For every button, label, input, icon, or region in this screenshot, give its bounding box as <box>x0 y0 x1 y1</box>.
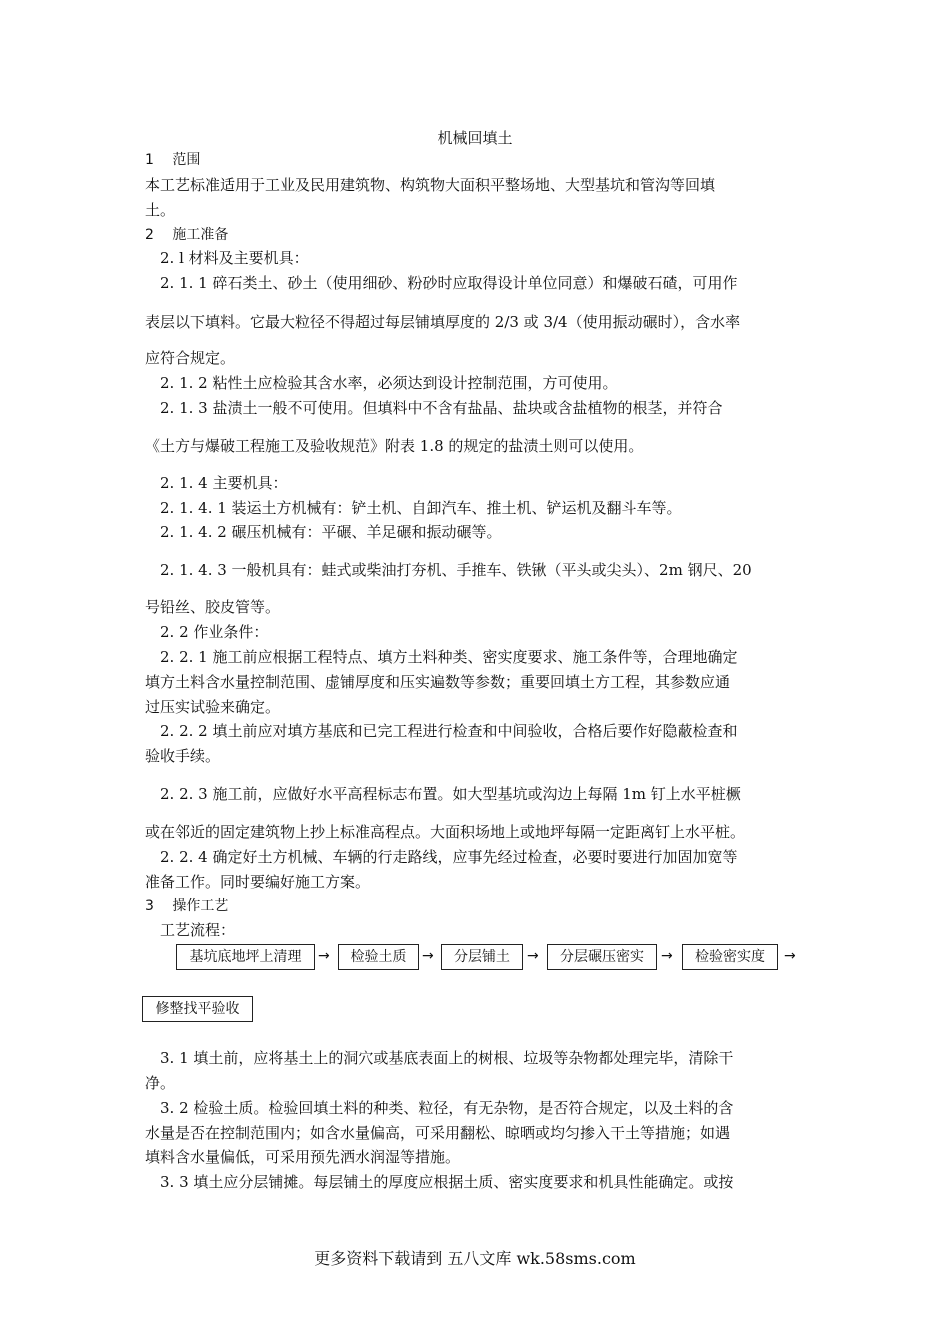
paragraph-line: 3. 2 检验土质。检验回填土料的种类、粒径，有无杂物，是否符合规定，以及土料的含 <box>160 1099 734 1117</box>
paragraph-line: 2. 2. 4 确定好土方机械、车辆的行走路线，应事先经过检查，必要时要进行加固加宽等 <box>160 848 738 866</box>
paragraph-line: 土。 <box>145 201 176 219</box>
arrow-right-icon: → <box>318 948 330 964</box>
arrow-right-icon: → <box>661 948 673 964</box>
flow-label: 工艺流程： <box>160 921 236 939</box>
flow-step: 检验密实度 <box>682 944 778 970</box>
arrow-right-icon: → <box>784 948 796 964</box>
paragraph-line: 2. 1. 4. 1 装运土方机械有：铲土机、自卸汽车、推土机、铲运机及翻斗车等。 <box>160 499 682 517</box>
paragraph-line: 2. l 材料及主要机具： <box>160 249 309 267</box>
paragraph-line: 本工艺标准适用于工业及民用建筑物、构筑物大面积平整场地、大型基坑和管沟等回填 <box>145 176 716 194</box>
paragraph-line: 号铅丝、胶皮管等。 <box>145 598 281 616</box>
paragraph-line: 2. 1. 4. 2 碾压机械有：平碾、羊足碾和振动碾等。 <box>160 523 502 541</box>
flow-step: 修整找平验收 <box>142 996 253 1022</box>
paragraph-line: 应符合规定。 <box>145 349 236 367</box>
flow-step: 分层碾压密实 <box>547 944 657 970</box>
paragraph-line: 3. 3 填土应分层铺摊。每层铺土的厚度应根据土质、密实度要求和机具性能确定。或按 <box>160 1173 734 1191</box>
paragraph-line: 《土方与爆破工程施工及验收规范》附表 1.8 的规定的盐渍土则可以使用。 <box>145 437 644 455</box>
paragraph-line: 2. 2. 3 施工前，应做好水平高程标志布置。如大型基坑或沟边上每隔 1m 钉上水平桩橛 <box>160 785 741 803</box>
paragraph-line: 2. 1. 4. 3 一般机具有：蛙式或柴油打夯机、手推车、铁锹（平头或尖头）、2m 钢尺、20 <box>160 561 752 579</box>
paragraph-line: 2. 1. 4 主要机具： <box>160 474 288 492</box>
paragraph-line: 2. 1. 3 盐渍土一般不可使用。但填料中不含有盐晶、盐块或含盐植物的根茎，并符合 <box>160 399 723 417</box>
paragraph-line: 净。 <box>145 1074 176 1092</box>
page-footer: 更多资料下载请到 五八文库 wk.58sms.com <box>314 1249 636 1268</box>
paragraph-line: 过压实试验来确定。 <box>145 698 281 716</box>
paragraph-line: 3. 1 填土前，应将基土上的洞穴或基底表面上的树根、垃圾等杂物都处理完毕，清除干 <box>160 1049 734 1067</box>
flow-step: 基坑底地坪上清理 <box>176 944 315 970</box>
flow-step: 分层铺土 <box>441 944 523 970</box>
paragraph-line: 2. 1. 2 粘性土应检验其含水率，必须达到设计控制范围，方可使用。 <box>160 374 618 392</box>
paragraph-line: 2. 2. 1 施工前应根据工程特点、填方土料种类、密实度要求、施工条件等，合理地确定 <box>160 648 738 666</box>
paragraph-line: 2. 2 作业条件： <box>160 623 269 641</box>
paragraph-line: 准备工作。同时要编好施工方案。 <box>145 873 371 891</box>
paragraph-line: 或在邻近的固定建筑物上抄上标准高程点。大面积场地上或地坪每隔一定距离钉上水平桩。 <box>145 823 746 841</box>
paragraph-line: 填料含水量偏低，可采用预先洒水润湿等措施。 <box>145 1148 461 1166</box>
section-1-heading: 1 范围 <box>145 152 201 168</box>
paragraph-line: 表层以下填料。它最大粒径不得超过每层铺填厚度的 2/3 或 3/4（使用振动碾时），含水率 <box>145 313 741 331</box>
paragraph-line: 验收手续。 <box>145 747 221 765</box>
section-3-heading: 3 操作工艺 <box>145 898 229 914</box>
paragraph-line: 2. 2. 2 填土前应对填方基底和已完工程进行检查和中间验收，合格后要作好隐蔽检查和 <box>160 722 738 740</box>
arrow-right-icon: → <box>422 948 434 964</box>
paragraph-line: 2. 1. 1 碎石类土、砂土（使用细砂、粉砂时应取得设计单位同意）和爆破石碴，可用作 <box>160 274 738 292</box>
paragraph-line: 填方土料含水量控制范围、虚铺厚度和压实遍数等参数；重要回填土方工程，其参数应通 <box>145 673 731 691</box>
arrow-right-icon: → <box>527 948 539 964</box>
page-title: 机械回填土 <box>437 129 513 147</box>
flow-step: 检验土质 <box>338 944 419 970</box>
paragraph-line: 水量是否在控制范围内；如含水量偏高，可采用翻松、晾晒或均匀掺入干土等措施；如遇 <box>145 1124 731 1142</box>
section-2-heading: 2 施工准备 <box>145 227 229 243</box>
